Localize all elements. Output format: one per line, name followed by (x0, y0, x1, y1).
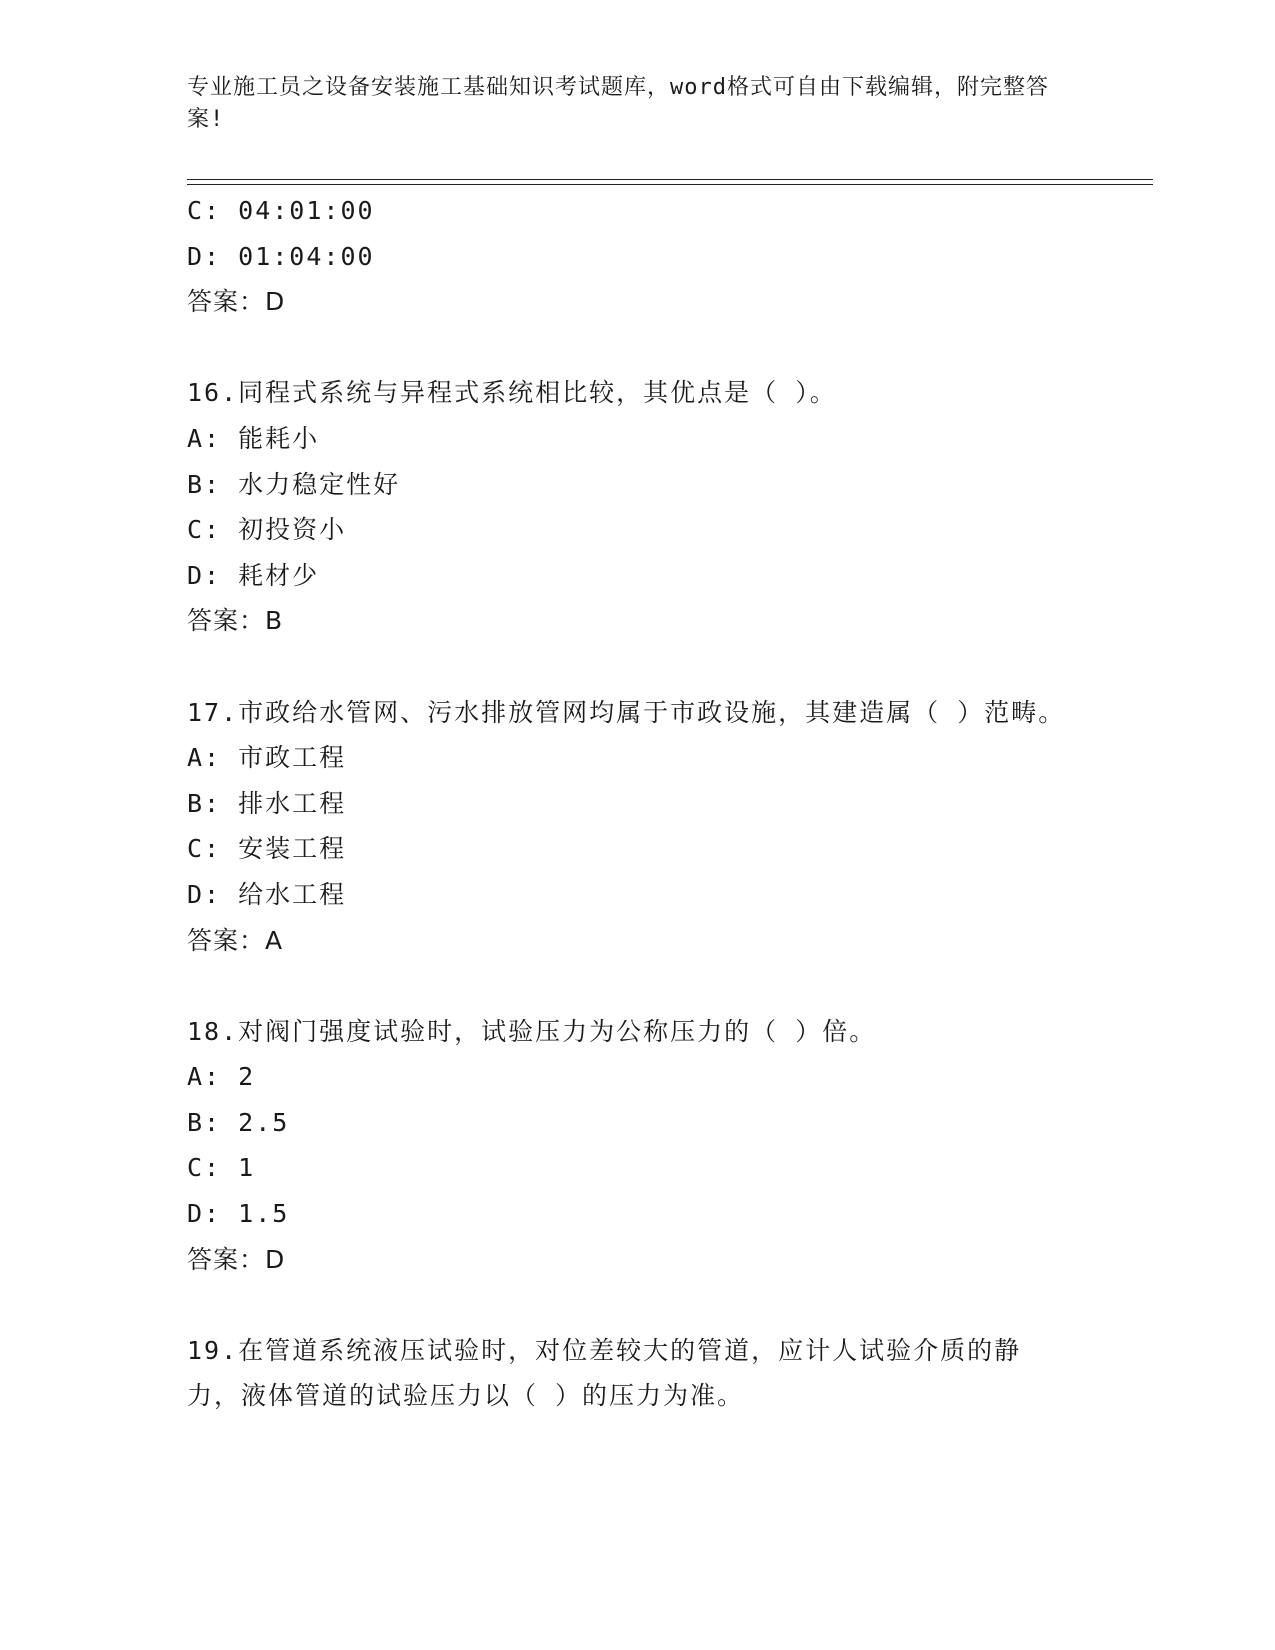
option-c: C: 04:01:00 (187, 196, 375, 225)
option-a: A: 能耗小 (187, 423, 320, 453)
answer-line: 答案：A (187, 925, 284, 955)
question-stem: 17.市政给水管网、污水排放管网均属于市政设施，其建造属（ ）范畴。 (187, 697, 1066, 727)
spacer (187, 644, 1067, 690)
answer-line: 答案：D (187, 287, 286, 317)
option-d: D: 01:04:00 (187, 241, 375, 271)
option-c: C: 初投资小 (187, 515, 347, 545)
option-d: D: 1.5 (187, 1199, 290, 1229)
spacer (187, 963, 1067, 1009)
option-c: C: 1 (187, 1153, 256, 1183)
option-d: D: 耗材少 (187, 560, 320, 590)
option-d: D: 给水工程 (187, 879, 347, 909)
header-divider-top (187, 179, 1153, 180)
option-a: A: 2 (187, 1062, 256, 1092)
answer-line: 答案：D (187, 1244, 286, 1274)
option-b: B: 排水工程 (187, 788, 347, 818)
header-divider-bottom (187, 184, 1153, 185)
answer-line: 答案：B (187, 606, 284, 636)
option-b: B: 水力稳定性好 (187, 469, 401, 499)
document-header: 专业施工员之设备安装施工基础知识考试题库，word格式可自由下载编辑，附完整答案! (187, 75, 1049, 132)
option-b: B: 2.5 (187, 1107, 290, 1137)
option-a: A: 市政工程 (187, 743, 347, 773)
question-stem: 16.同程式系统与异程式系统相比较，其优点是（ ）。 (187, 378, 837, 408)
spacer (187, 325, 1067, 371)
question-stem: 18.对阀门强度试验时，试验压力为公称压力的（ ）倍。 (187, 1016, 877, 1046)
spacer (187, 1282, 1067, 1328)
question-content (187, 188, 1067, 1419)
question-stem: 19.在管道系统液压试验时，对位差较大的管道，应计人试验介质的静力，液体管道的试验压力以（ ）的压力为准。 (187, 1335, 1022, 1411)
option-c: C: 安装工程 (187, 834, 347, 864)
